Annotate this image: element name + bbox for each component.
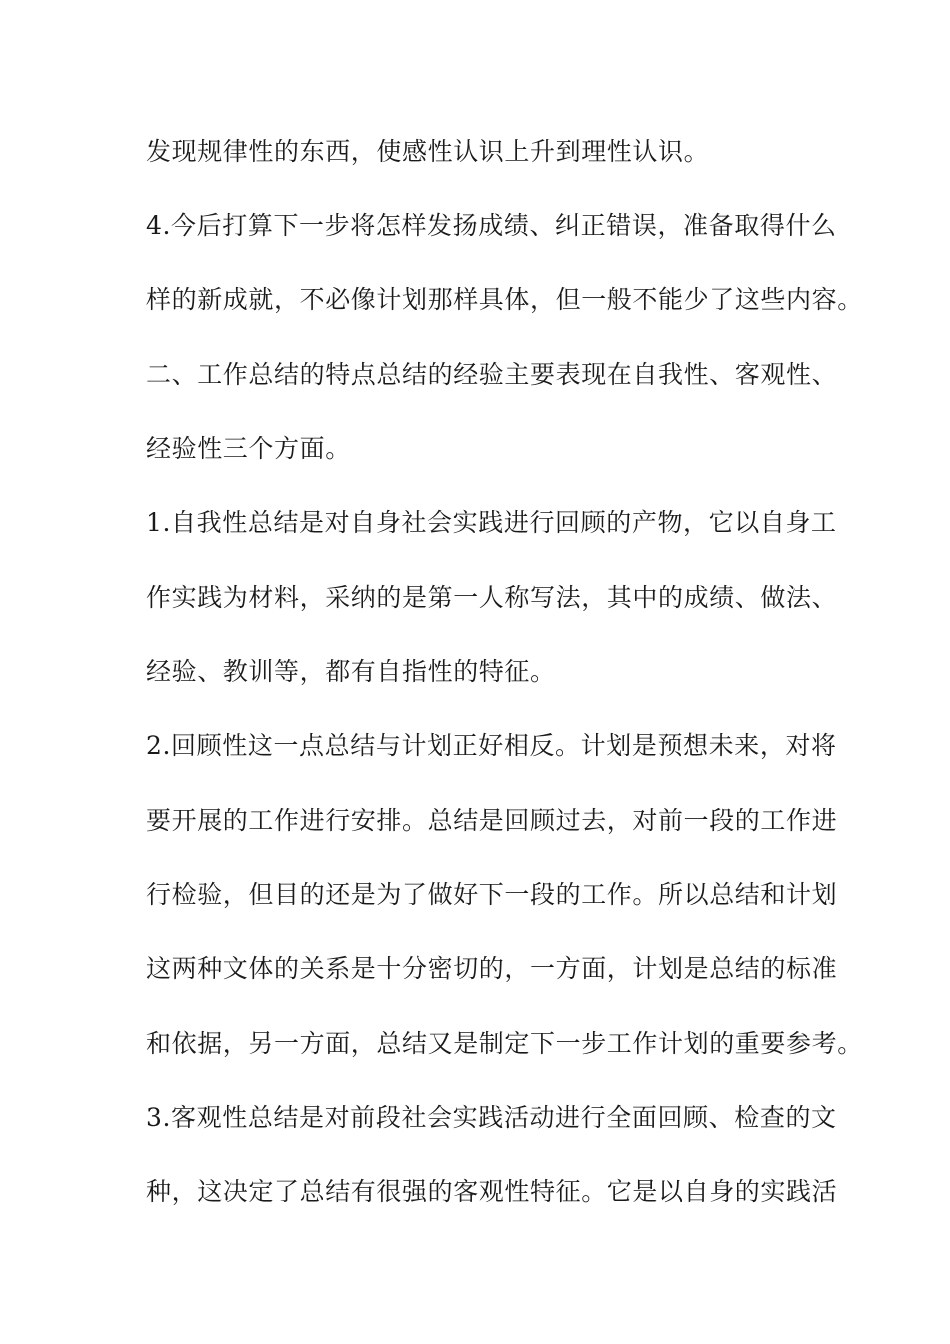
text-line: 这两种文体的关系是十分密切的，一方面，计划是总结的标准 xyxy=(146,954,838,983)
text-line: 行检验，但目的还是为了做好下一段的工作。所以总结和计划 xyxy=(146,880,838,909)
text-line: 种，这决定了总结有很强的客观性特征。它是以自身的实践活 xyxy=(146,1177,838,1206)
text-line: 1.自我性总结是对自身社会实践进行回顾的产物，它以自身工 xyxy=(146,508,837,537)
text-line: 4.今后打算下一步将怎样发扬成绩、纠正错误，准备取得什么 xyxy=(146,211,837,240)
text-line: 样的新成就，不必像计划那样具体，但一般不能少了这些内容。 xyxy=(146,285,863,314)
text-line: 2.回顾性这一点总结与计划正好相反。计划是预想未来，对将 xyxy=(146,731,837,760)
text-line: 要开展的工作进行安排。总结是回顾过去，对前一段的工作进 xyxy=(146,806,838,835)
text-line: 经验、教训等，都有自指性的特征。 xyxy=(146,657,556,686)
text-line: 经验性三个方面。 xyxy=(146,434,351,463)
text-line: 和依据，另一方面，总结又是制定下一步工作计划的重要参考。 xyxy=(146,1029,863,1058)
text-line: 二、工作总结的特点总结的经验主要表现在自我性、客观性、 xyxy=(146,360,838,389)
text-line: 发现规律性的东西，使感性认识上升到理性认识。 xyxy=(146,137,710,166)
text-line: 作实践为材料，采纳的是第一人称写法，其中的成绩、做法、 xyxy=(146,583,838,612)
text-line: 3.客观性总结是对前段社会实践活动进行全面回顾、检查的文 xyxy=(146,1103,837,1132)
